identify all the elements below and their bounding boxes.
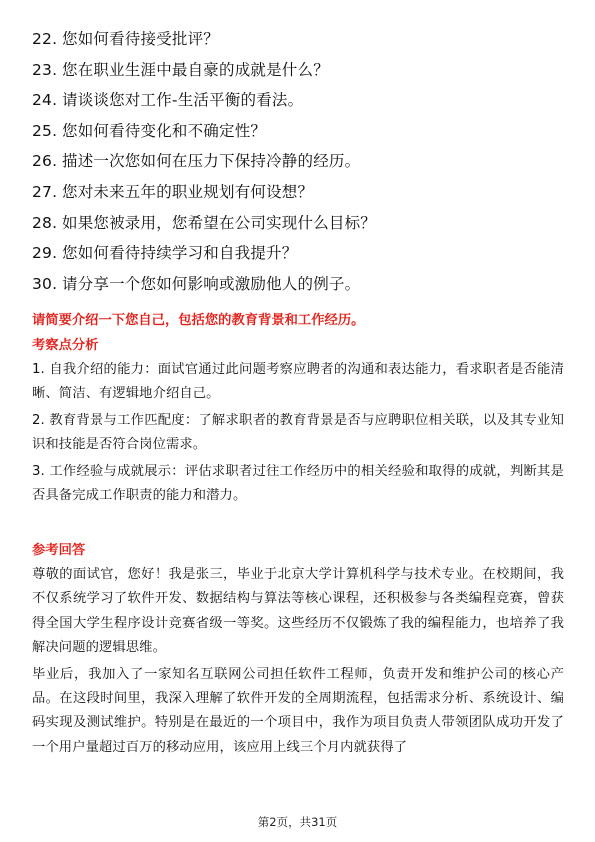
analysis-section	[32, 335, 564, 510]
question-text: 您如何看待变化和不确定性？	[62, 121, 267, 140]
question-number: 29.	[32, 244, 58, 263]
question-item	[32, 55, 572, 86]
question-item	[32, 24, 572, 55]
question-text: 您如何看待接受批评？	[62, 30, 220, 48]
page-footer: 第2页，共31页	[257, 815, 338, 829]
question-item	[32, 238, 572, 269]
analysis-point: 2. 教育背景与工作匹配度：了解求职者的教育背景是否与应聘职位相关联，以及其专业知识和技能是否符合岗位需求。	[32, 412, 564, 453]
question-text: 请谈谈您对工作-生活平衡的看法。	[62, 91, 304, 110]
question-number: 27.	[32, 182, 58, 201]
question-number: 24.	[32, 91, 58, 110]
question-text: 您如何看待持续学习和自我提升？	[62, 244, 298, 263]
question-number: 22.	[32, 30, 58, 48]
question-number: 23.	[32, 60, 58, 79]
question-item	[32, 177, 572, 208]
answer-heading: 参考回答	[32, 543, 86, 558]
analysis-heading: 考察点分析	[32, 338, 99, 353]
question-text: 您对未来五年的职业规划有何设想？	[62, 182, 314, 201]
question-item	[32, 116, 572, 147]
question-item	[32, 208, 572, 239]
answer-section	[32, 540, 564, 762]
question-text: 请分享一个您如何影响或激励他人的例子。	[62, 274, 361, 293]
question-text: 描述一次您如何在压力下保持冷静的经历。	[62, 152, 361, 171]
featured-question: 请简要介绍一下您自己，包括您的教育背景和工作经历。	[32, 313, 365, 328]
question-number: 28.	[32, 213, 58, 232]
question-number: 25.	[32, 121, 58, 140]
analysis-point: 1. 自我介绍的能力：面试官通过此问题考察应聘者的沟通和表达能力，看求职者是否能清晰、简洁、有逻辑地介绍自己。	[32, 362, 564, 402]
question-number: 30.	[32, 274, 58, 293]
question-item	[32, 269, 572, 300]
question-text: 如果您被录用，您希望在公司实现什么目标？	[62, 213, 377, 232]
question-text: 您在职业生涯中最自豪的成就是什么？	[62, 60, 329, 79]
question-number: 26.	[32, 152, 58, 171]
analysis-point: 3. 工作经验与成就展示：评估求职者过往工作经历中的相关经验和取得的成就，判断其是否具备完成工作职责的能力和潜力。	[32, 463, 564, 504]
question-list	[32, 24, 572, 299]
question-item	[32, 146, 572, 177]
question-item	[32, 85, 572, 116]
answer-paragraph: 尊敬的面试官，您好！我是张三，毕业于北京大学计算机科学与技术专业。在校期间，我不仅系统学习了软件开发、数据结构与算法等核心课程，还积极参与各类编程竞赛，曾获得全国大学生程序设计竞赛省级一等奖。这些经历不仅锻炼了我的编程能力，也培养了我解决问题的逻辑思维。	[32, 567, 564, 656]
answer-paragraph: 毕业后，我加入了一家知名互联网公司担任软件工程师，负责开发和维护公司的核心产品。在这段时间里，我深入理解了软件开发的全周期流程，包括需求分析、系统设计、编码实现及测试维护。特别是在最近的一个项目中，我作为项目负责人带领团队成功开发了一个用户量超过百万的移动应用，该应用上线三个月内就获得了	[32, 666, 564, 755]
